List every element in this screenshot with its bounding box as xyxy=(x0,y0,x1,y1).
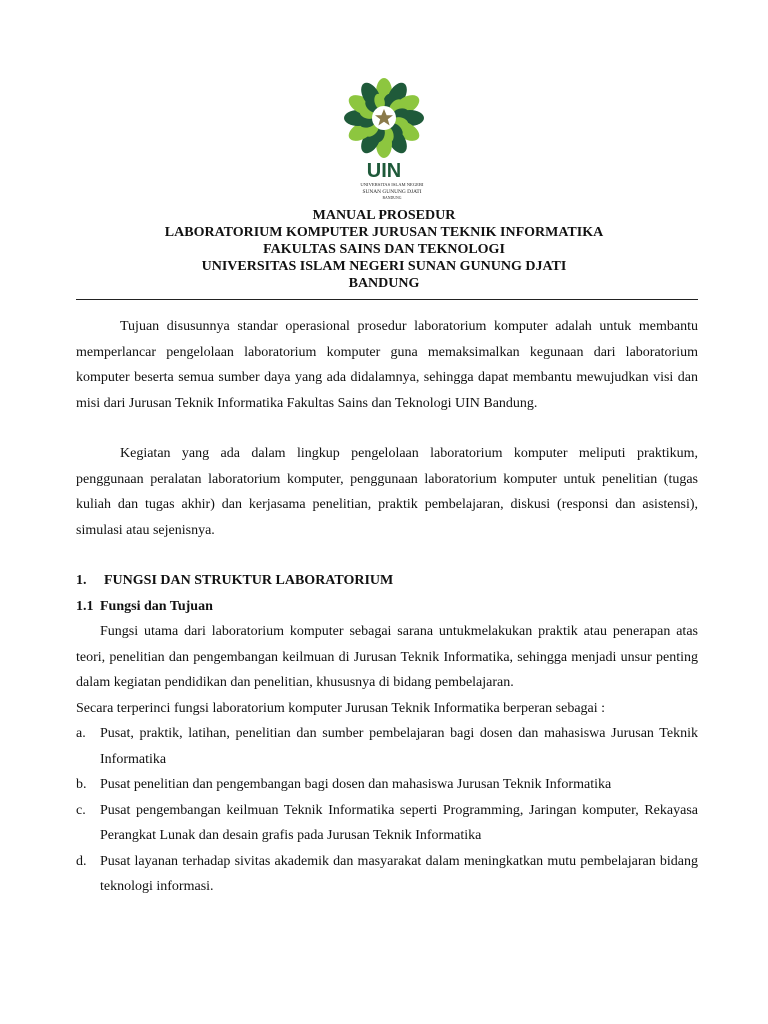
header-faculty: FAKULTAS SAINS DAN TEKNOLOGI xyxy=(263,242,505,257)
list-marker: c. xyxy=(76,802,86,818)
header-university: UNIVERSITAS ISLAM NEGERI SUNAN GUNUNG DJATI xyxy=(201,259,567,274)
list-text: Pusat, praktik, latihan, penelitian dan sumber pembelajaran bagi dosen dan mahasiswa Jurusan Teknik Informatika xyxy=(100,726,698,767)
subsection-heading xyxy=(76,594,698,620)
list-text: Pusat pengembangan keilmuan Teknik Informatika seperti Programming, Jaringan komputer, Rekayasa Perangkat Lunak dan desain grafis pada Jurusan Teknik Informatika xyxy=(100,802,698,843)
header-lab: LABORATORIUM KOMPUTER JURUSAN TEKNIK INFORMATIKA xyxy=(164,225,604,240)
document-body xyxy=(76,314,698,900)
list-marker: d. xyxy=(76,853,87,869)
logo-line1: UNIVERSITAS ISLAM NEGERI xyxy=(360,182,424,187)
header-divider xyxy=(76,299,698,300)
intro-paragraph-1: Tujuan disusunnya standar operasional prosedur laboratorium komputer adalah untuk membantu memperlancar pengelolaan laboratorium komputer guna memaksimalkan kegunaan dari laboratorium komputer beserta semua sumber daya yang ada didalamnya, sehingga dapat membantu mewujudkan visi dan misi dari Jurusan Teknik Informatika Fakultas Sains dan Teknologi UIN Bandung. xyxy=(76,319,698,411)
section-heading xyxy=(76,568,698,594)
header-city: BANDUNG xyxy=(348,276,420,291)
header-title: MANUAL PROSEDUR xyxy=(312,208,456,223)
function-detail-intro: Secara terperinci fungsi laboratorium komputer Jurusan Teknik Informatika berperan sebagai : xyxy=(76,700,606,716)
document-header xyxy=(0,207,768,292)
list-marker: a. xyxy=(76,726,86,741)
function-paragraph: Fungsi utama dari laboratorium komputer sebagai sarana untukmelakukan praktik atau penerapan atas teori, penelitian dan pengembangan keilmuan di Jurusan Teknik Informatika, sehingga menjadi unsur penting dalam kegiatan pendidikan dan penelitian, khususnya di bidang pembelajaran. xyxy=(76,624,698,690)
list-text: Pusat penelitian dan pengembangan bagi dosen dan mahasiswa Jurusan Teknik Informatika xyxy=(100,777,612,792)
list-item xyxy=(76,721,698,772)
logo-word: UIN xyxy=(366,160,402,182)
section-title: FUNGSI DAN STRUKTUR LABORATORIUM xyxy=(104,573,394,588)
intro-paragraph-2: Kegiatan yang ada dalam lingkup pengelolaan laboratorium komputer meliputi praktikum, penggunaan peralatan laboratorium komputer, penggunaan laboratorium komputer untuk penelitian (tugas kuliah dan tugas akhir) dan kerjasama penelitian, praktik pembelajaran, diskusi (responsi dan asistensi), simulasi atau sejenisnya. xyxy=(76,446,698,538)
uin-emblem xyxy=(334,78,434,208)
list-item xyxy=(76,772,698,798)
subsection-title: Fungsi dan Tujuan xyxy=(100,598,213,614)
list-item xyxy=(76,849,698,900)
logo-line2: SUNAN GUNUNG DJATI xyxy=(362,189,422,195)
list-marker: b. xyxy=(76,777,87,792)
uin-logo xyxy=(334,78,434,208)
section-number: 1. xyxy=(76,573,87,588)
subsection-number: 1.1 xyxy=(76,598,94,614)
logo-line3: BANDUNG xyxy=(382,196,402,200)
list-text: Pusat layanan terhadap sivitas akademik dan masyarakat dalam meningkatkan mutu pembelajaran bidang teknologi informasi. xyxy=(100,853,698,894)
function-list xyxy=(76,721,698,900)
list-item xyxy=(76,798,698,849)
